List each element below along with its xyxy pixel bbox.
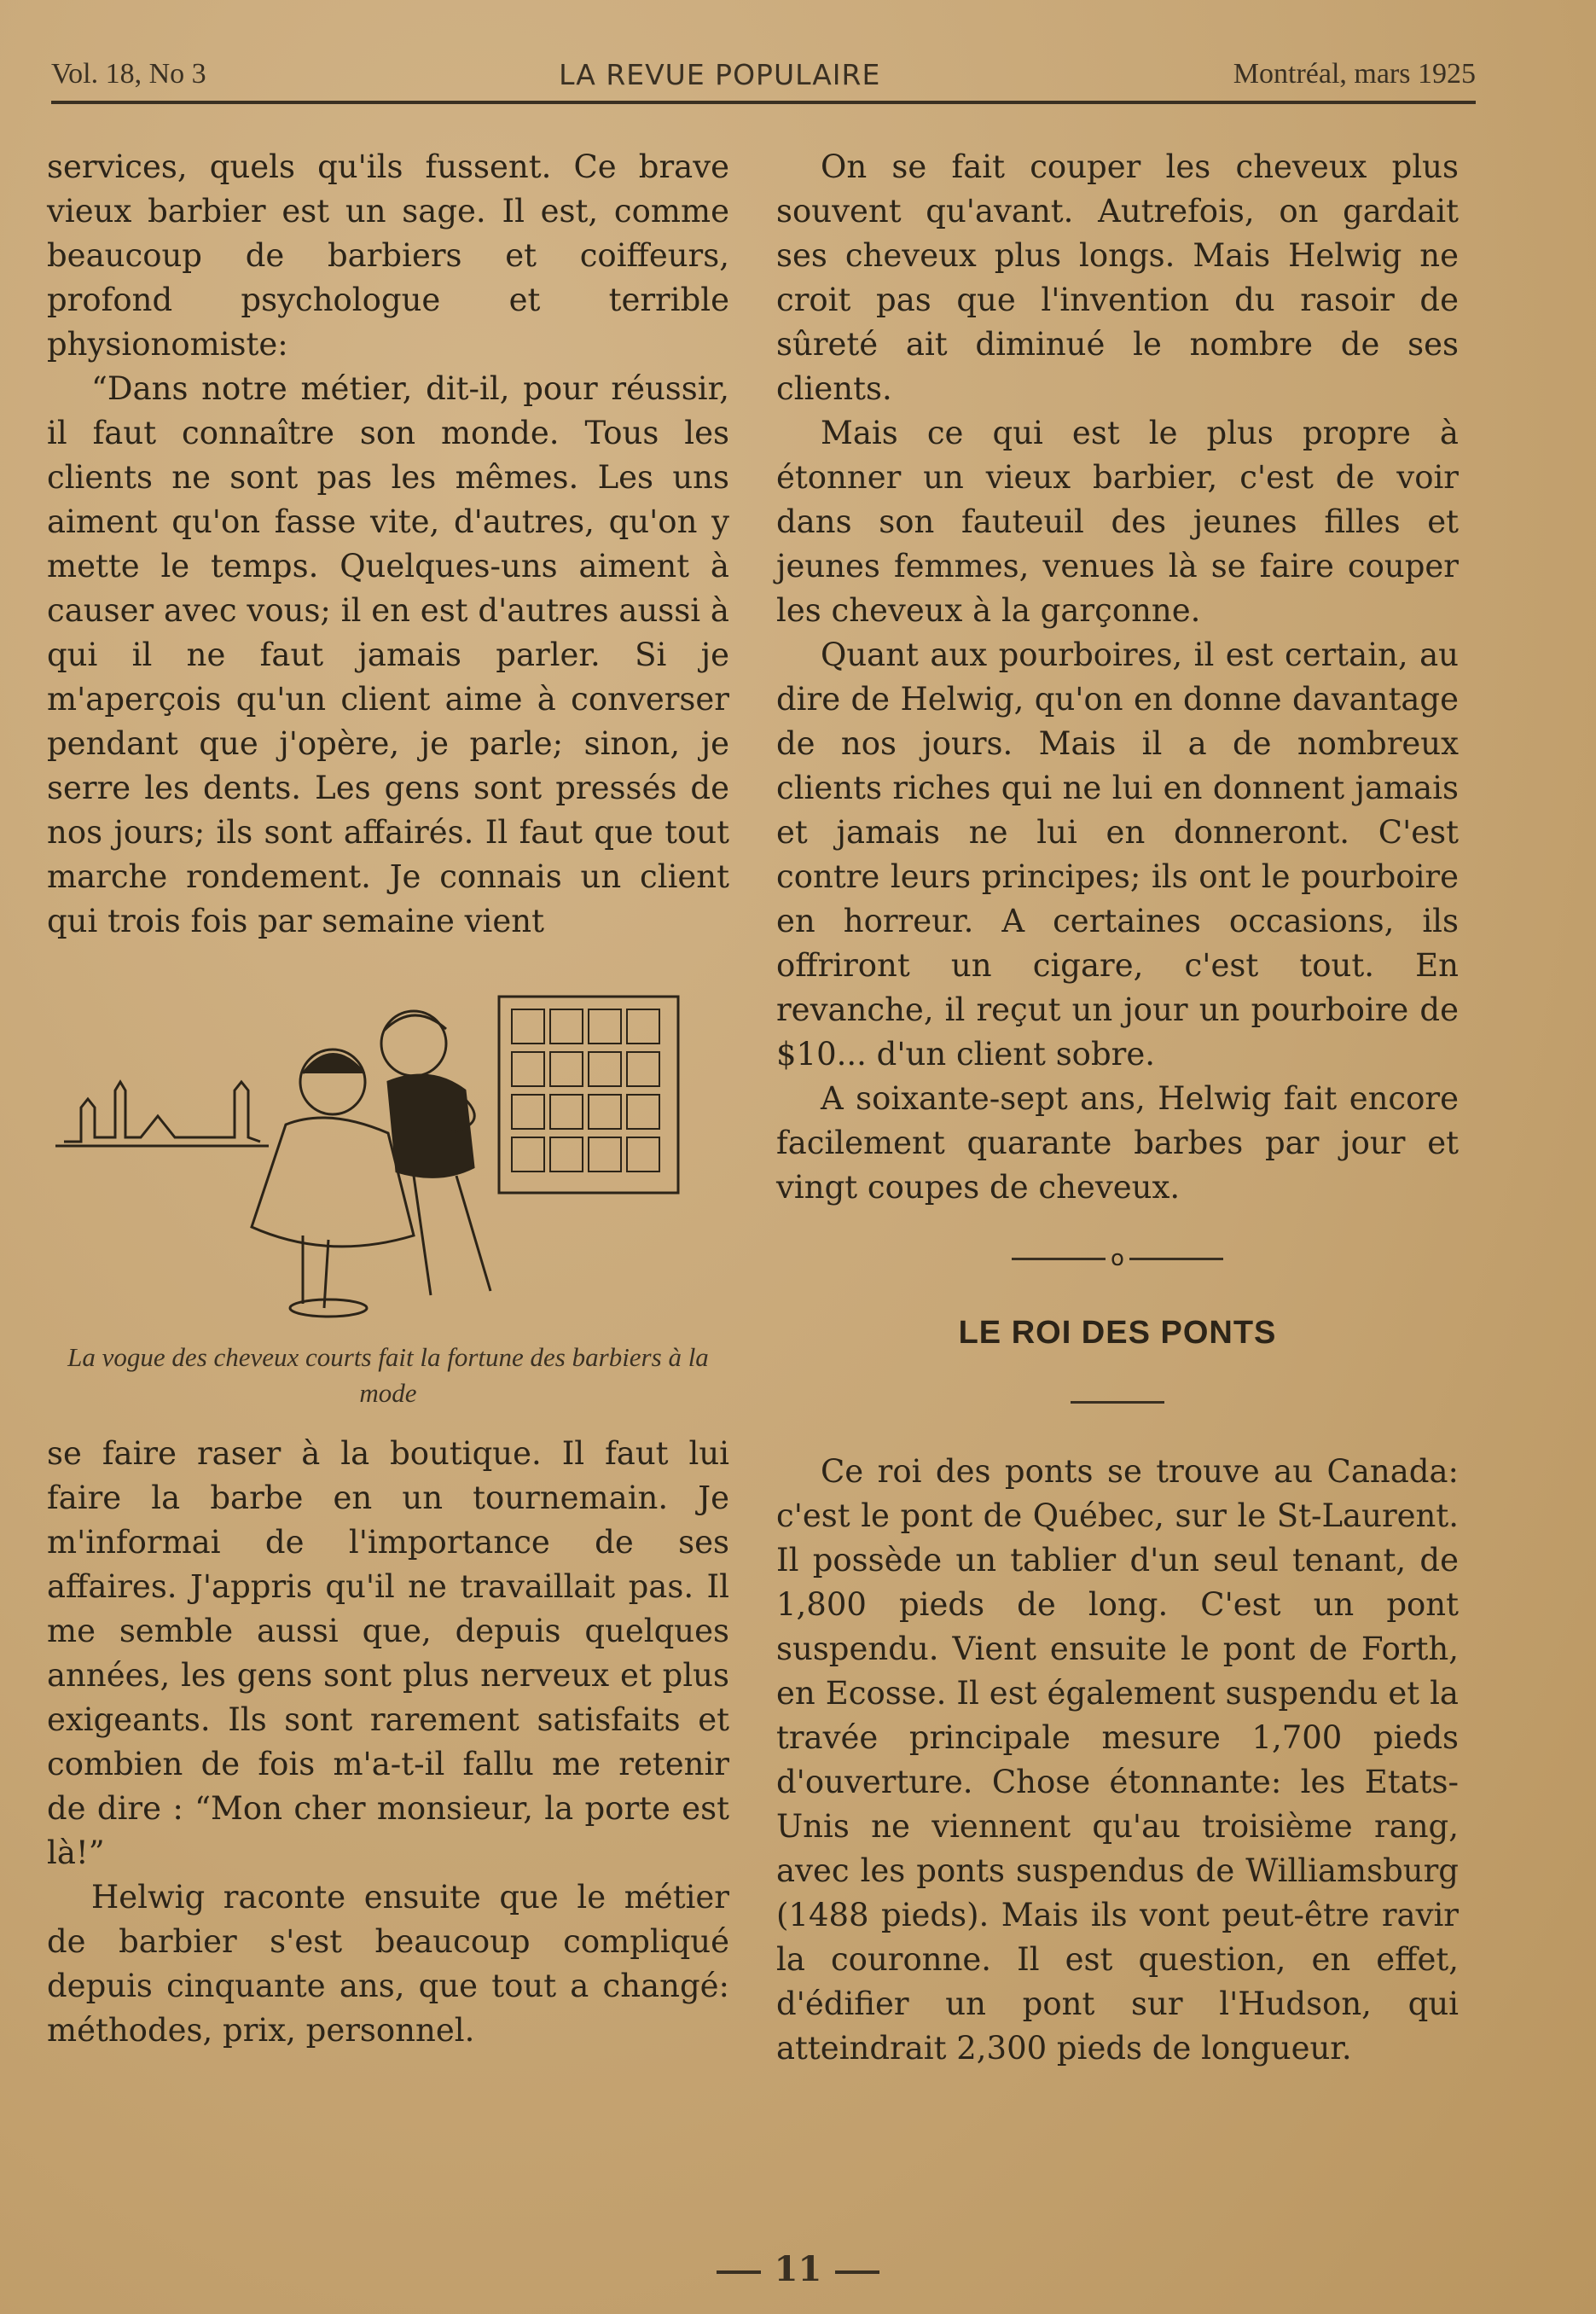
paragraph: A soixante-sept ans, Helwig fait encore facilement quarante barbes par jour et vingt coupes de cheveux.: [776, 1080, 1459, 1206]
divider-line: [1129, 1258, 1223, 1260]
paragraph: Ce roi des ponts se trouve au Canada: c'est le pont de Québec, sur le St-Laurent. Il possède un tablier d'un seul tenant, de 1,800 pieds de long. C'est un pont suspendu. Vient ensuite le pont de Forth, en Ecosse. Il est également suspendu et la travée principale mesure 1,700 pieds d'ouverture. Chose étonnante: les Etats-Unis ne viennent qu'au troisième rang, avec les ponts suspendus de Williamsburg (1488 pieds). Mais ils vont peut-être ravir la couronne. Il est question, en effet, d'édifier un pont sur l'Hudson, qui atteindrait 2,300 pieds de longueur.: [776, 1453, 1459, 2067]
paragraph: On se fait couper les cheveux plus souvent qu'avant. Autrefois, on gardait ses cheveux plus longs. Mais Helwig ne croit pas que l'invention du rasoir de sûreté ait diminué le nombre de ses clients.: [776, 148, 1459, 407]
divider-mark: o: [1111, 1246, 1124, 1271]
barber-illustration: [47, 962, 729, 1329]
page-number: 11: [774, 2249, 822, 2289]
issue-place-date: Montréal, mars 1925: [1233, 58, 1476, 90]
section-title: LE ROI DES PONTS: [958, 1315, 1277, 1351]
paragraph: Mais ce qui est le plus propre à étonner un vieux barbier, c'est de voir dans son fauteuil des jeunes filles et jeunes femmes, venues là se faire couper les cheveux à la garçonne.: [776, 415, 1459, 629]
title-rule: [1071, 1401, 1164, 1404]
section-divider: [776, 1242, 1459, 1272]
footer-dash: [835, 2270, 879, 2274]
page-footer: [0, 2249, 1596, 2289]
divider-line: [1012, 1258, 1106, 1260]
paragraph: Quant aux pourboires, il est certain, au dire de Helwig, qu'on en donne davantage de nos jours. Mais il a de nombreux clients riches qui ne lui en donnent jamais et jamais ne lui en donneront. C'est contre leurs principes; ils ont le pourboire en horreur. A certaines occasions, ils offriront un cigare, c'est tout. En revanche, il reçut un jour un pourboire de $10... d'un client sobre.: [776, 637, 1459, 1073]
volume-number: Vol. 18, No 3: [51, 58, 206, 90]
paragraph: se faire raser à la boutique. Il faut lui faire la barbe en un tournemain. Je m'informai de l'importance de ses affaires. J'appris qu'il ne travaillait pas. Il me semble aussi que, depuis quelques années, les gens sont plus nerveux et plus exigeants. Ils sont rarement satisfaits et combien de fois m'a-t-il fallu me retenir de dire : “Mon cher monsieur, la porte est là!”: [47, 1435, 729, 1871]
footer-dash: [717, 2270, 761, 2274]
illustration-caption: La vogue des cheveux courts fait la fortune des barbiers à la mode: [67, 1342, 709, 1408]
paragraph: “Dans notre métier, dit-il, pour réussir, il faut connaître son monde. Tous les clients ne sont pas les mêmes. Les uns aiment qu'on fasse vite, d'autres, qu'on y mette le temps. Quelques-uns aiment à causer avec vous; il en est d'autres aussi à qui il ne faut jamais parler. Si je m'aperçois qu'un client aime à converser pendant que j'opère, je parle; sinon, je serre les dents. Les gens sont pressés de nos jours; ils sont affairés. Il faut que tout marche rondement. Je connais un client qui trois fois par semaine vient: [47, 370, 729, 939]
left-column: [47, 145, 729, 2053]
paragraph: services, quels qu'ils fussent. Ce brave vieux barbier est un sage. Il est, comme beaucoup de barbiers et coiffeurs, profond psychologue et terrible physionomiste:: [47, 148, 729, 363]
paragraph: Helwig raconte ensuite que le métier de barbier s'est beaucoup compliqué depuis cinquante ans, que tout a changé: méthodes, prix, personnel.: [47, 1879, 729, 2049]
page-header: [51, 53, 1476, 104]
publication-title: LA REVUE POPULAIRE: [559, 57, 881, 91]
right-column: [776, 145, 1459, 2071]
